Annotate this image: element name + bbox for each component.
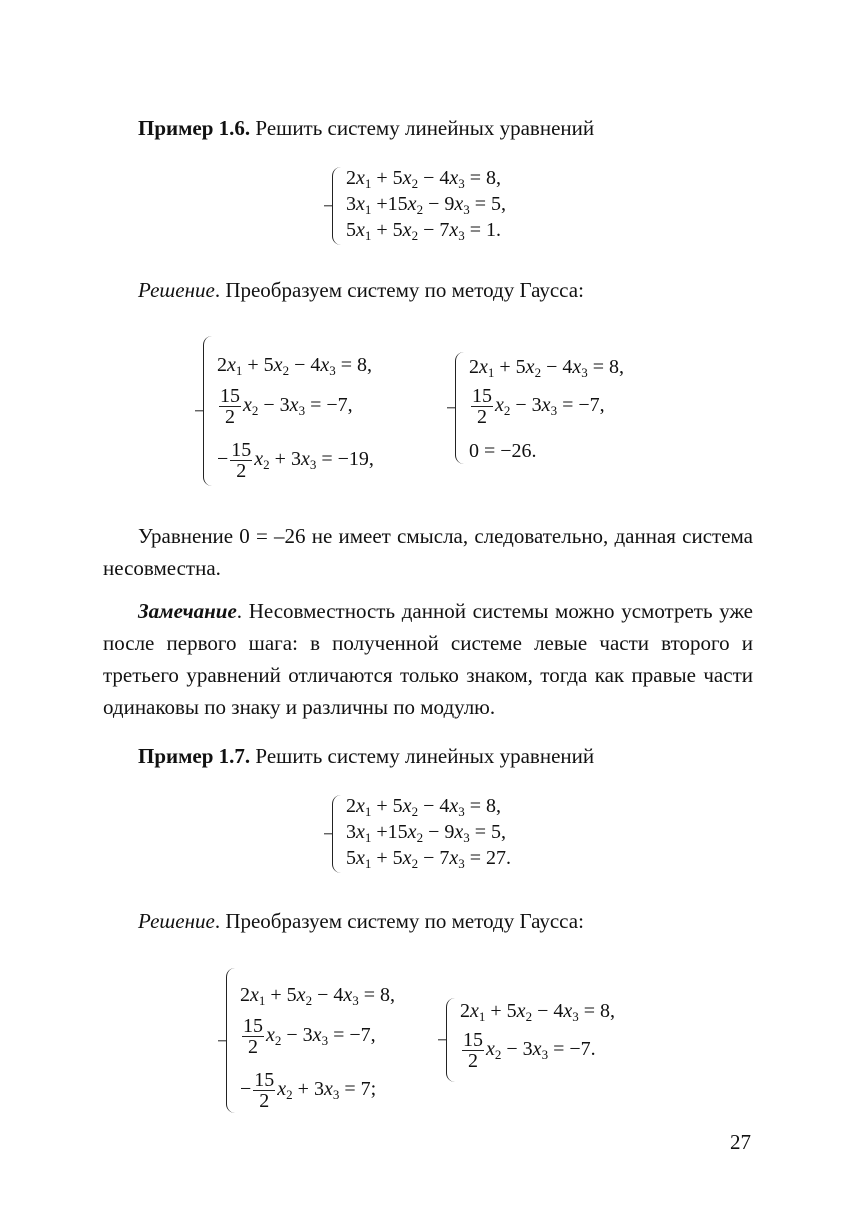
solution-1-6: Решение. Преобразуем систему по методу Гаусса: — [138, 278, 584, 302]
system-1-7-step2: $2x_1 + 5x_2 - 4x_3 = 8$, $\frac{15}{2}$ $x_2 - 3x_3 = -7$. — [446, 998, 646, 1082]
system-1-6-step2: $2x_1 + 5x_2 - 4x_3 = 8$, $\frac{15}{2}$ $x_2 - 3x_3 = -7$, 0 = −26. — [455, 352, 675, 464]
conclusion-paragraph: Уравнение 0 = –26 не имеет смысла, следовательно, данная система несовместна. — [103, 524, 753, 580]
system-1-6: $2x_1 + 5x_2 - 4x_3 = 8$, $3x_1 +15x_2 - 9x_3 = 5$, $5x_1 + 5x_2 - 7x_3 = 1$. — [332, 167, 572, 245]
system-1-6-step1: $2x_1 + 5x_2 - 4x_3 = 8$, $\frac{15}{2}$ $x_2 - 3x_3 = -7$, − $\frac{15}{2}$ $x_2 + 3x_3 = -19$, — [203, 336, 423, 486]
example-1-6-heading: Пример 1.6. Решить систему линейных уравнений — [138, 116, 595, 140]
solution-1-7: Решение. Преобразуем систему по методу Гаусса: — [138, 909, 584, 933]
remark-paragraph: Замечание. Несовместность данной системы можно усмотреть уже после первого шага: в полученной системе левые части второго и третьего уравнений отличаются только знаком, тогда как правые части одинаковы по знаку и различны по модулю. — [103, 599, 753, 719]
page-number: 27 — [730, 1130, 751, 1154]
system-1-7: $2x_1 + 5x_2 - 4x_3 = 8$, $3x_1 +15x_2 - 9x_3 = 5$, $5x_1 + 5x_2 - 7x_3 = 27$. — [332, 795, 572, 873]
system-1-7-step1: $2x_1 + 5x_2 - 4x_3 = 8$, $\frac{15}{2}$ $x_2 - 3x_3 = -7$, − $\frac{15}{2}$ $x_2 + 3x_3 = 7$; — [226, 968, 426, 1113]
example-1-7-heading: Пример 1.7. Решить систему линейных уравнений — [138, 744, 595, 768]
